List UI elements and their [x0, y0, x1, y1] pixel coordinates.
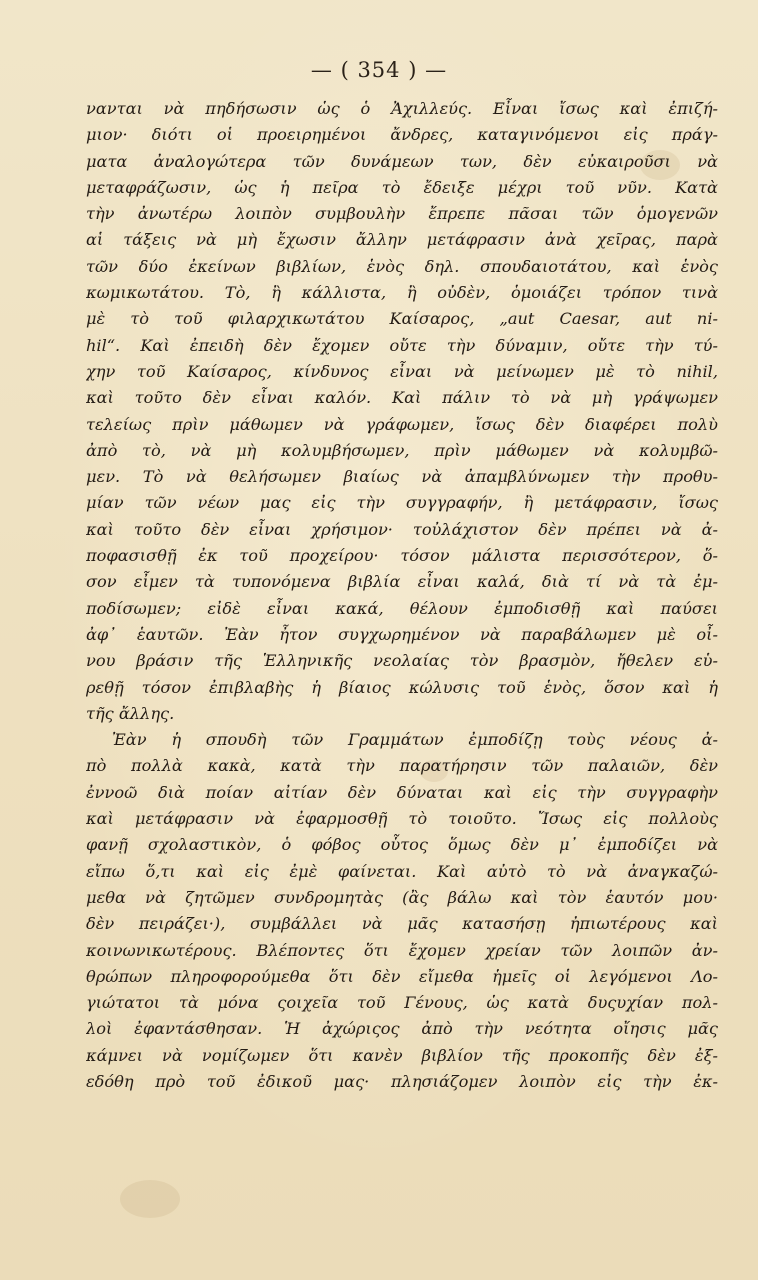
text-line: Ἐὰν ἡ σπουδὴ τῶν Γραμμάτων ἐμποδίζῃ τοὺς νέους ἀ- — [112, 730, 718, 750]
text-line: τὴν ἀνωτέρω λοιπὸν συμβουλὴν ἔπρεπε πᾶσαι τῶν ὁμογενῶν — [86, 204, 718, 224]
text-line: χην τοῦ Καίσαρος, κίνδυνος εἶναι νὰ μείνωμεν μὲ τὸ nihil, — [86, 361, 718, 381]
text-line: κάμνει νὰ νομίζωμεν ὅτι κανὲν βιβλίον τῆς προκοπῆς δὲν ἐξ- — [86, 1045, 718, 1065]
text-line: ἐννοῶ διὰ ποίαν αἰτίαν δὲν δύναται καὶ εἰς τὴν συγγραφὴν — [86, 782, 718, 802]
text-line: πὸ πολλὰ κακὰ, κατὰ τὴν παρατήρησιν τῶν παλαιῶν, δὲν — [86, 756, 718, 776]
text-line: μεν. Τὸ νὰ θελήσωμεν βιαίως νὰ ἀπαμβλύνωμεν τὴν προθυ- — [86, 467, 718, 487]
text-line: hil“. Καὶ ἐπειδὴ δὲν ἔχομεν οὔτε τὴν δύναμιν, οὔτε τὴν τύ- — [86, 335, 718, 355]
text-line: καὶ μετάφρασιν νὰ ἐφαρμοσθῇ τὸ τοιοῦτο. Ἴσως εἰς πολλοὺς — [86, 809, 718, 829]
text-line: ματα ἀναλογώτερα τῶν δυνάμεων των, δὲν εὐκαιροῦσι νὰ — [86, 151, 718, 171]
text-line: μεταφράζωσιν, ὡς ἡ πεῖρα τὸ ἔδειξε μέχρι τοῦ νῦν. Κατὰ — [86, 177, 718, 197]
text-line: ποφασισθῇ ἐκ τοῦ προχείρου· τόσον μάλιστα περισσότερον, ὅ- — [86, 546, 718, 566]
text-line: εἴπω ὅ,τι καὶ εἰς ἐμὲ φαίνεται. Καὶ αὐτὸ τὸ νὰ ἀναγκαζώ- — [86, 861, 718, 881]
text-line: γιώτατοι τὰ μόνα ςοιχεῖα τοῦ Γένους, ὡς κατὰ δυςυχίαν πολ- — [86, 993, 718, 1013]
text-line: ἀφ᾽ ἑαυτῶν. Ἐὰν ἦτον συγχωρημένον νὰ παραβάλωμεν μὲ οἶ- — [86, 624, 718, 644]
page-number: — ( 354 ) — — [310, 58, 448, 82]
body-text — [86, 96, 718, 1095]
text-line: αἱ τάξεις νὰ μὴ ἔχωσιν ἄλλην μετάφρασιν ἀνὰ χεῖρας, παρὰ — [86, 230, 718, 250]
text-line: εδόθη πρὸ τοῦ ἐδικοῦ μας· πλησιάζομεν λοιπὸν εἰς τὴν ἐκ- — [86, 1071, 718, 1091]
text-line: μεθα νὰ ζητῶμεν συνδρομητὰς (ἂς βάλω καὶ τὸν ἑαυτόν μου· — [86, 887, 718, 907]
text-line: λοὶ ἐφαντάσθησαν. Ἡ ἀχώριςος ἀπὸ τὴν νεότητα οἴησις μᾶς — [86, 1019, 718, 1039]
text-line: καὶ τοῦτο δὲν εἶναι καλόν. Καὶ πάλιν τὸ νὰ μὴ γράψωμεν — [86, 388, 718, 408]
text-line: κοινωνικωτέρους. Βλέποντες ὅτι ἔχομεν χρείαν τῶν λοιπῶν ἀν- — [86, 940, 718, 960]
text-line: καὶ τοῦτο δὲν εἶναι χρήσιμον· τοὐλάχιστον δὲν πρέπει νὰ ἀ- — [86, 519, 718, 539]
text-line: κωμικωτάτου. Τὸ, ἢ κάλλιστα, ἢ οὐδὲν, ὁμοιάζει τρόπον τινὰ — [86, 283, 718, 303]
text-line: θρώπων πληροφορούμεθα ὅτι δὲν εἴμεθα ἡμεῖς οἱ λεγόμενοι Λο- — [86, 966, 718, 986]
text-line: ρεθῇ τόσον ἐπιβλαβὴς ἡ βίαιος κώλυσις τοῦ ἑνὸς, ὅσον καὶ ἡ — [86, 677, 718, 697]
text-line: μιον· διότι οἱ προειρημένοι ἄνδρες, καταγινόμενοι εἰς πράγ- — [86, 125, 718, 145]
paper-stain — [120, 1180, 180, 1218]
text-line: τελείως πρὶν μάθωμεν νὰ γράφωμεν, ἴσως δὲν διαφέρει πολὺ — [86, 414, 718, 434]
text-line: μὲ τὸ τοῦ φιλαρχικωτάτου Καίσαρος, „aut Caesar, aut ni- — [86, 309, 718, 329]
paragraph-2 — [86, 727, 718, 1095]
text-line: τῶν δύο ἐκείνων βιβλίων, ἑνὸς δηλ. σπουδαιοτάτου, καὶ ἑνὸς — [86, 256, 718, 276]
text-line: νου βράσιν τῆς Ἑλληνικῆς νεολαίας τὸν βρασμὸν, ἤθελεν εὑ- — [86, 651, 718, 671]
text-line: τῆς ἄλλης. — [86, 703, 175, 723]
text-line: δὲν πειράζει·), συμβάλλει νὰ μᾶς κατασήσῃ ἠπιωτέρους καὶ — [86, 914, 718, 934]
text-line: ἀπὸ τὸ, νὰ μὴ κολυμβήσωμεν, πρὶν μάθωμεν νὰ κολυμβῶ- — [86, 440, 718, 460]
text-line: σον εἶμεν τὰ τυπονόμενα βιβλία εἶναι καλά, διὰ τί νὰ τὰ ἐμ- — [86, 572, 718, 592]
text-line: ποδίσωμεν; εἰδὲ εἶναι κακά, θέλουν ἐμποδισθῇ καὶ παύσει — [86, 598, 718, 618]
paragraph-1 — [86, 96, 718, 727]
text-line: νανται νὰ πηδήσωσιν ὡς ὁ Ἀχιλλεύς. Εἶναι ἴσως καὶ ἐπιζή- — [86, 99, 718, 118]
text-line: μίαν τῶν νέων μας εἰς τὴν συγγραφήν, ἢ μετάφρασιν, ἴσως — [86, 493, 718, 513]
text-line: φανῇ σχολαστικὸν, ὁ φόβος οὗτος ὅμως δὲν μ᾽ ἐμποδίζει νὰ — [86, 835, 718, 855]
